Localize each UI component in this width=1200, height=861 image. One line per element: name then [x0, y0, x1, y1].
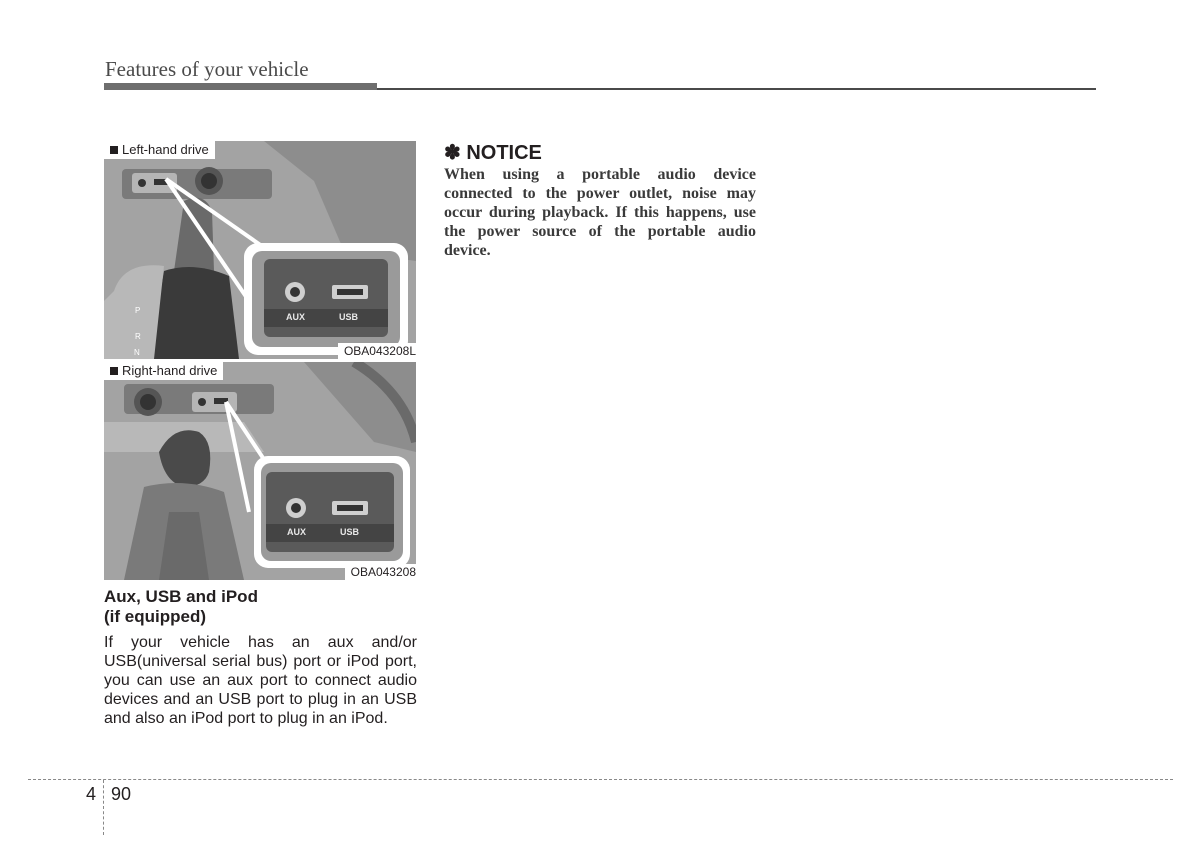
section-heading-line2: (if equipped) [104, 607, 206, 626]
figure-label-text: Right-hand drive [122, 363, 218, 378]
figure-label [104, 141, 215, 159]
section-body: If your vehicle has an aux and/or USB(universal serial bus) port or iPod port, you can use an aux port to connect audio devices and an USB port to plug in an USB and also an iPod port to plug in an iPod. [104, 634, 417, 727]
usb-port-label: USB [340, 527, 360, 537]
console-illustration-lhd [104, 141, 416, 359]
notice-title-text: NOTICE [466, 142, 542, 164]
section-heading [104, 587, 424, 627]
notice-title [444, 140, 542, 165]
figure-code: OBA043208L [338, 343, 416, 359]
square-bullet-icon [110, 367, 118, 375]
figure-left-hand-drive [104, 141, 416, 359]
notice-body: When using a portable audio device connected to the power outlet, noise may occur during playback. If this happens, use the power source of the portable audio device. [444, 166, 756, 259]
aux-port-label: AUX [286, 312, 306, 322]
gear-letter-p: P [135, 306, 141, 315]
header-rule-thin [377, 88, 1096, 90]
notice-star-icon: ✽ [444, 142, 461, 164]
console-illustration-rhd [104, 362, 416, 580]
footer-divider [28, 779, 1173, 780]
gear-letter-n: N [134, 348, 140, 357]
footer-vertical-divider [103, 780, 104, 835]
header-rule-thick [104, 83, 377, 90]
gear-letter-r: R [135, 332, 141, 341]
figure-label-text: Left-hand drive [122, 142, 209, 157]
figure-code: OBA043208 [345, 564, 416, 580]
square-bullet-icon [110, 146, 118, 154]
header-title: Features of your vehicle [105, 57, 309, 81]
page-number: 90 [111, 784, 132, 804]
page-chapter: 4 [86, 784, 97, 804]
usb-port-label: USB [339, 312, 359, 322]
aux-port-label: AUX [287, 527, 307, 537]
figure-label [104, 362, 223, 380]
section-heading-line1: Aux, USB and iPod [104, 587, 258, 606]
figure-right-hand-drive [104, 362, 416, 580]
